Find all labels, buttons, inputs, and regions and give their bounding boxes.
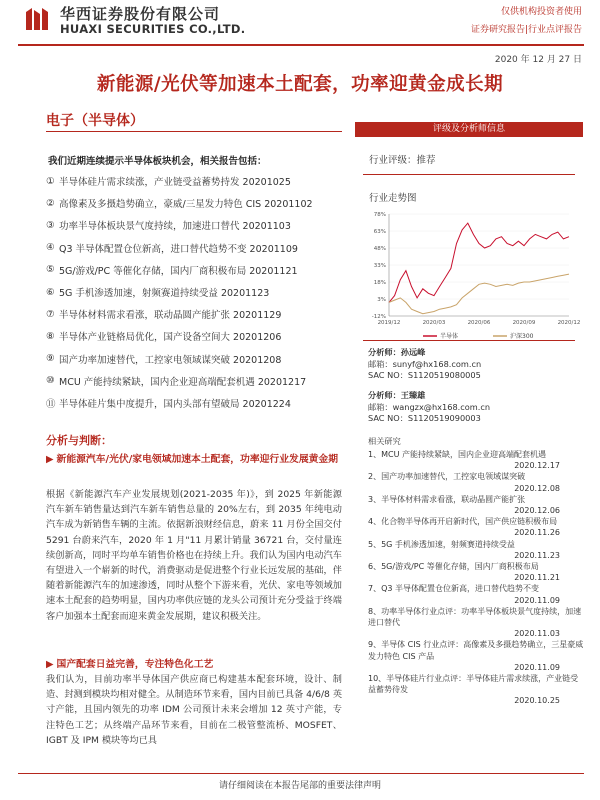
section1-body: 根据《新能源汽车产业发展规划(2021-2035 年)》，到 2025 年新能源汽车新车销售量达到汽车新车销售总量的 20%左右，到 2035 年纯电动汽车成为新销售车辆的主流。依据新浪财经信息，蔚来 11 月份全国交付 5291 台蔚来汽车，2020 年 1 月"11 月累计销量 36721 台，交付量连续创新高，同时平均单车销售价格也在持续上升。我们认为国内电动汽车有望进入一个崭新的时代，消费驱动是促进整个行业长远发展的基础，伴随着新能源汽车的加速渗透，同时从整个下游来看，光伏、家电等领域加速本土配套的趋势明显，国内功率供应链的龙头公司预计充分受益于终端客户加强本土配套而迎来黄金发展期，建议积极关注。 — [46, 489, 342, 622]
header-divider — [18, 44, 584, 46]
intro-heading: 我们近期连续提示半导体板块机会，相关报告包括： — [48, 156, 267, 167]
related-item-date: 2020.11.09 — [514, 595, 560, 605]
x-tick-label: 2019/12 — [377, 320, 401, 326]
list-item-text: 5G 手机渗透加速，射频赛道持续受益 20201123 — [59, 288, 270, 300]
company-name-cn: 华西证券股份有限公司 — [60, 5, 221, 23]
related-item — [368, 494, 584, 516]
related-item-title: 2、国产功率加速替代，工控家电领域谋突破 — [368, 472, 526, 482]
sidebar-divider — [363, 174, 575, 175]
header-tagline: 仅供机构投资者使用 — [500, 7, 582, 17]
analyst-block-1 — [368, 347, 588, 382]
analyst-name: 分析师：王臻雄 — [368, 390, 426, 400]
report-title: 新能源/光伏等加速本土配套，功率迎黄金成长期 — [96, 74, 504, 95]
list-item-text: Q3 半导体配置仓位新高，进口替代趋势不变 20201109 — [59, 243, 298, 255]
section1-heading — [46, 452, 342, 467]
sidebar-divider — [363, 340, 575, 341]
y-tick-label: 3% — [377, 297, 386, 303]
section2-heading-text: 国产配套日益完善，专注特色化工艺 — [56, 659, 214, 670]
subtitle-divider — [46, 131, 342, 132]
list-item — [46, 214, 346, 236]
list-item — [46, 170, 346, 192]
list-item — [46, 392, 346, 414]
list-item-text: 半导体硅片集中度提升，国内头部有望破局 20201224 — [59, 398, 291, 410]
list-item-text: 功率半导体板块景气度持续，加速进口替代 20201103 — [59, 221, 291, 233]
list-item — [46, 325, 346, 347]
list-item-number: ② — [46, 197, 55, 209]
list-item — [46, 370, 346, 392]
series-line-1 — [389, 223, 569, 302]
company-name-en: HUAXI SECURITIES CO.,LTD. — [60, 22, 246, 36]
related-item — [368, 606, 584, 640]
list-item-number: ⑦ — [46, 308, 55, 320]
legend-label: 沪深300 — [510, 333, 534, 340]
list-item-number: ⑪ — [46, 398, 56, 410]
related-item-title: 8、功率半导体行业点评：功率半导体板块景气度持续，加速进口替代 — [368, 606, 582, 628]
header-report-type: 证券研究报告|行业点评报告 — [470, 25, 582, 35]
related-item-title: 9、半导体 CIS 行业点评：高像素及多摄趋势确立，三星豪威发力特色 CIS 产品 — [368, 640, 584, 661]
footer-divider — [18, 773, 584, 774]
trend-chart-label: 行业走势图 — [369, 193, 417, 204]
list-item — [46, 303, 346, 325]
x-tick-label: 2020/03 — [422, 320, 446, 326]
y-tick-label: 18% — [373, 280, 386, 286]
list-item — [46, 281, 346, 303]
related-item-date: 2020.11.21 — [514, 573, 560, 583]
section2-body: 我们认为，目前功率半导体国产供应商已构建基本配套环境，设计、制造、封测到模块均相对健全。从制造环节来看，国内目前已具备 4/6/8 英寸产能，且国内领先的功率 IDM 公司预计未来会增加 12 英寸产能，专注特色工艺；从终端产品环节来看，目前在二极管整流桥、MOSFET、IGBT 及 IPM 模块等均已具 — [46, 674, 343, 746]
triangle-bullet-icon: ▶ — [46, 659, 54, 670]
related-item-date: 2020.11.09 — [514, 662, 560, 672]
related-item-date: 2020.12.08 — [514, 483, 560, 493]
y-tick-label: 33% — [373, 263, 386, 269]
list-item-number: ⑤ — [46, 264, 55, 276]
analyst-email: 邮箱：wangzx@hx168.com.cn — [368, 401, 491, 412]
list-item-number: ⑧ — [46, 330, 55, 342]
related-item-date: 2020.11.26 — [514, 528, 560, 538]
list-item-text: 半导体产业链格局优化，国产设备空间大 20201206 — [59, 332, 282, 344]
list-item-number: ③ — [46, 219, 55, 231]
list-item-text: MCU 产能持续紧缺，国内企业迎高端配套机遇 20201217 — [59, 376, 307, 388]
list-item — [46, 348, 346, 370]
list-item-text: 高像素及多摄趋势确立，豪威/三星发力特色 CIS 20201102 — [59, 199, 313, 211]
y-tick-label: 78% — [373, 212, 386, 218]
list-item — [46, 237, 346, 259]
related-item-date: 2020.10.25 — [514, 696, 560, 706]
trend-chart — [363, 204, 581, 354]
analyst-sac: SAC NO：S1120519090003 — [368, 413, 481, 423]
x-tick-label: 2020/09 — [512, 320, 536, 326]
industry-rating: 行业评级：推荐 — [369, 155, 436, 166]
related-item-title: 1、MCU 产能持续紧缺，国内企业迎高端配套机遇 — [368, 450, 546, 459]
section2-heading — [46, 656, 342, 670]
related-item — [368, 516, 584, 538]
list-item-number: ① — [46, 175, 55, 187]
related-item — [368, 639, 584, 673]
legend-label: 半导体 — [440, 333, 459, 340]
report-list — [46, 170, 346, 414]
analyst-block-2 — [368, 390, 588, 425]
related-research-heading: 相关研究 — [368, 436, 401, 446]
related-item — [368, 561, 584, 583]
related-item-title: 7、Q3 半导体配置仓位新高，进口替代趋势不变 — [368, 584, 540, 594]
related-item — [368, 673, 584, 707]
list-item-text: 5G/游戏/PC 等催化存储，国内厂商积极布局 20201121 — [59, 265, 298, 277]
analyst-email: 邮箱：sunyf@hx168.com.cn — [368, 358, 482, 369]
analyst-name: 分析师：孙远峰 — [368, 347, 426, 357]
sidebar-title-bar: 评级及分析师信息 — [355, 122, 583, 137]
triangle-bullet-icon: ▶ — [46, 454, 54, 465]
list-item-number: ④ — [46, 242, 55, 254]
related-item — [368, 471, 584, 493]
x-tick-label: 2020/06 — [467, 320, 491, 326]
related-item-title: 5、5G 手机渗透加速，射频赛道持续受益 — [368, 539, 515, 549]
related-item — [368, 539, 584, 561]
report-subtitle: 电子（半导体） — [46, 113, 144, 129]
related-item-date: 2020.11.03 — [514, 629, 560, 639]
related-item-title: 4、化合物半导体再开启新时代，国产供应链积极布局 — [368, 517, 558, 527]
related-item-date: 2020.11.23 — [514, 550, 560, 560]
list-item-text: 半导体硅片需求续涨，产业链受益蓄势持发 20201025 — [59, 177, 291, 189]
report-header — [0, 0, 600, 48]
legal-notice-footer: 请仔细阅读在本报告尾部的重要法律声明 — [218, 781, 381, 791]
huaxi-logo-icon — [22, 4, 52, 34]
report-date: 2020 年 12 月 27 日 — [494, 55, 582, 65]
analysis-heading: 分析与判断： — [46, 434, 112, 447]
y-tick-label: 48% — [373, 246, 386, 252]
list-item — [46, 192, 346, 214]
x-tick-label: 2020/12 — [557, 320, 581, 326]
related-research-list — [368, 449, 584, 707]
list-item — [46, 259, 346, 281]
related-item-title: 6、5G/游戏/PC 等催化存储，国内厂商积极布局 — [368, 562, 539, 572]
list-item-number: ⑥ — [46, 286, 55, 298]
section1-heading-text: 新能源汽车/光伏/家电领域加速本土配套，功率迎行业发展黄金期 — [56, 454, 339, 465]
list-item-number: ⑩ — [46, 375, 55, 387]
related-item-title: 10、半导体硅片行业点评：半导体硅片需求续涨，产业链受益蓄势待发 — [368, 674, 579, 695]
list-item-text: 半导体材料需求看涨，联动晶圆产能扩张 20201129 — [59, 310, 282, 322]
related-item — [368, 583, 584, 605]
list-item-number: ⑨ — [46, 353, 55, 365]
analyst-sac: SAC NO：S1120519080005 — [368, 370, 481, 380]
sidebar — [355, 122, 583, 340]
list-item-text: 国产功率加速替代，工控家电领域谋突破 20201208 — [59, 354, 282, 366]
related-item-title: 3、半导体材料需求看涨，联动晶圆产能扩张 — [368, 494, 526, 504]
related-item — [368, 449, 584, 471]
related-item-date: 2020.12.06 — [514, 506, 560, 516]
related-item-date: 2020.12.17 — [514, 461, 560, 471]
y-tick-label: 63% — [373, 229, 386, 235]
y-tick-label: -12% — [371, 314, 386, 320]
series-line-2 — [389, 274, 569, 314]
